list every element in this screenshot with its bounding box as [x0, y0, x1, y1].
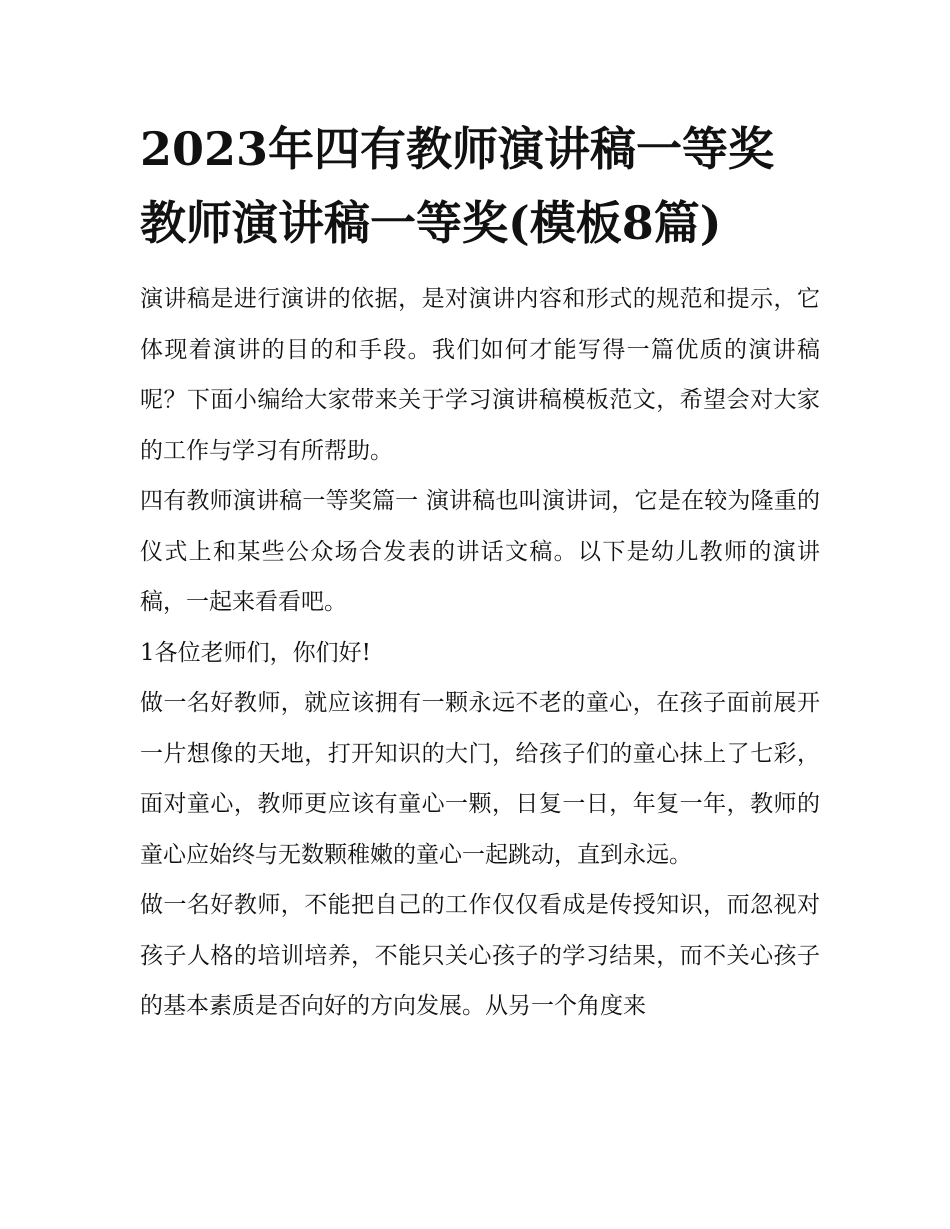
title-line-1: 2023年四有教师演讲稿一等奖: [140, 122, 775, 176]
document-title: [140, 112, 820, 260]
greeting-paragraph: 1各位老师们，你们好!: [140, 639, 371, 666]
body-paragraph-1: 做一名好教师，就应该拥有一颗永远不老的童心，在孩子面前展开一片想像的天地，打开知识的大门，给孩子们的童心抹上了七彩，面对童心，教师更应该有童心一颗，日复一日，年复一年，教师的童心应始终与无数颗稚嫩的童心一起跳动，直到永远。: [140, 690, 820, 868]
section-one-paragraph: 四有教师演讲稿一等奖篇一 演讲稿也叫演讲词，它是在较为隆重的仪式上和某些公众场合发表的讲话文稿。以下是幼儿教师的演讲稿，一起来看看吧。: [140, 488, 820, 615]
intro-paragraph: 演讲稿是进行演讲的依据，是对演讲内容和形式的规范和提示，它体现着演讲的目的和手段。我们如何才能写得一篇优质的演讲稿呢？下面小编给大家带来关于学习演讲稿模板范文，希望会对大家的工作与学习有所帮助。: [140, 286, 820, 464]
document-page: [140, 112, 820, 1032]
body-paragraph-2: 做一名好教师，不能把自己的工作仅仅看成是传授知识，而忽视对孩子人格的培训培养，不能只关心孩子的学习结果，而不关心孩子的基本素质是否向好的方向发展。从另一个角度来: [140, 892, 820, 1019]
title-line-2: 教师演讲稿一等奖(模板8篇): [140, 196, 722, 250]
